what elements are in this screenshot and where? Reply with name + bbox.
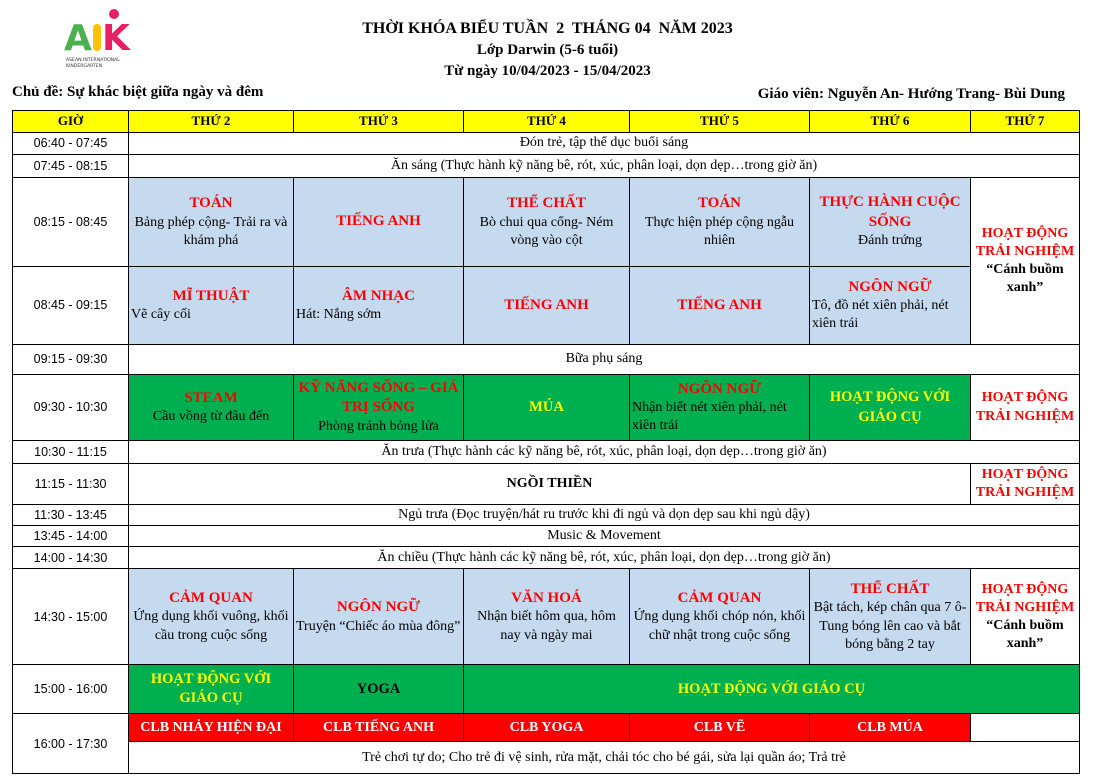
lesson-text: Bật tách, kép chân qua 7 ô- Tung bóng lên cao và bắt bóng bằng 2 tay bbox=[813, 600, 967, 652]
lesson-cell-mon bbox=[129, 569, 294, 665]
col-header-mon: THỨ 2 bbox=[129, 111, 294, 133]
activity-cell-tue bbox=[294, 665, 464, 714]
lesson-cell-fri bbox=[810, 267, 971, 345]
club-cell-sat bbox=[971, 714, 1080, 742]
time-cell: 07:45 - 08:15 bbox=[13, 155, 129, 178]
lesson-cell-sat bbox=[971, 375, 1080, 441]
lesson-title: NGÔN NGỮ bbox=[336, 599, 421, 616]
lesson-title: MÚA bbox=[529, 398, 564, 415]
lesson-cell-thu bbox=[630, 178, 810, 267]
lesson-title: TIẾNG ANH bbox=[336, 213, 421, 230]
lesson-title: TOÁN bbox=[697, 195, 742, 212]
lesson-cell-mon bbox=[129, 375, 294, 441]
time-cell: 15:00 - 16:00 bbox=[13, 665, 129, 714]
activity-cell: Trẻ chơi tự do; Cho trẻ đi vệ sinh, rửa mặt, chải tóc cho bé gái, sửa lại quần áo; Trả trẻ bbox=[129, 742, 1080, 774]
lesson-title: TIẾNG ANH bbox=[677, 296, 762, 313]
col-header-time: GIỜ bbox=[13, 111, 129, 133]
lesson-title: HOẠT ĐỘNG TRẢI NGHIỆM bbox=[975, 225, 1075, 259]
lesson-cell-sat bbox=[971, 464, 1080, 505]
time-cell: 09:15 - 09:30 bbox=[13, 345, 129, 375]
lesson-title: THỰC HÀNH CUỘC SỐNG bbox=[819, 194, 961, 230]
lesson-cell-tue bbox=[294, 178, 464, 267]
table-row bbox=[13, 505, 1080, 526]
table-row bbox=[13, 464, 1080, 505]
activity-cell-wed-sat bbox=[464, 665, 1080, 714]
lesson-text: Tô, đồ nét xiên phải, nét xiên trái bbox=[812, 298, 949, 332]
activity-cell: NGỒI THIỀN bbox=[129, 464, 971, 505]
activity-cell: Ngủ trưa (Đọc truyện/hát ru trước khi đi ngủ và dọn dẹp sau khi ngủ dậy) bbox=[129, 505, 1080, 526]
lesson-text: Ứng dụng khối chóp nón, khối chữ nhật trong cuộc sống bbox=[633, 609, 806, 643]
lesson-text: Phòng tránh bỏng lửa bbox=[318, 418, 439, 434]
table-row bbox=[13, 441, 1080, 464]
time-cell: 10:30 - 11:15 bbox=[13, 441, 129, 464]
activity-cell: Ăn trưa (Thực hành các kỹ năng bê, rót, xúc, phân loại, dọn dẹp…trong giờ ăn) bbox=[129, 441, 1080, 464]
lesson-cell-tue bbox=[294, 569, 464, 665]
activity-cell-mon bbox=[129, 665, 294, 714]
lesson-cell-tue bbox=[294, 375, 464, 441]
lesson-cell-fri bbox=[810, 569, 971, 665]
lesson-text: Hát: Nắng sớm bbox=[296, 307, 382, 323]
lesson-cell-thu bbox=[630, 569, 810, 665]
lesson-cell-mon bbox=[129, 267, 294, 345]
lesson-text: Bảng phép cộng- Trải ra và khám phá bbox=[134, 214, 288, 248]
activity-title: HOẠT ĐỘNG VỚI GIÁO CỤ bbox=[677, 680, 866, 697]
lesson-cell-wed bbox=[464, 267, 630, 345]
lesson-cell-sat bbox=[971, 569, 1080, 665]
col-header-wed: THỨ 4 bbox=[464, 111, 630, 133]
lesson-cell-wed bbox=[464, 178, 630, 267]
activity-cell: Bữa phụ sáng bbox=[129, 345, 1080, 375]
lesson-title: MĨ THUẬT bbox=[172, 287, 250, 304]
table-row bbox=[13, 526, 1080, 547]
lesson-title: HOẠT ĐỘNG TRẢI NGHIỆM bbox=[975, 390, 1075, 424]
teachers-label: Giáo viên: Nguyễn An- Hướng Trang- Bùi Dung bbox=[757, 86, 1065, 102]
logo-letter-k: K bbox=[102, 18, 130, 59]
table-row bbox=[13, 547, 1080, 569]
time-cell: 11:15 - 11:30 bbox=[13, 464, 129, 505]
lesson-cell-fri bbox=[810, 178, 971, 267]
time-cell: 06:40 - 07:45 bbox=[13, 133, 129, 155]
lesson-text: “Cánh buồm xanh” bbox=[986, 617, 1064, 652]
lesson-title: THỂ CHẤT bbox=[507, 195, 586, 212]
time-cell: 08:45 - 09:15 bbox=[13, 267, 129, 345]
lesson-title: TOÁN bbox=[189, 195, 233, 212]
lesson-text: Thực hiện phép cộng ngẫu nhiên bbox=[644, 214, 795, 248]
table-row bbox=[13, 665, 1080, 714]
activity-title: HOẠT ĐỘNG VỚI GIÁO CỤ bbox=[150, 671, 272, 707]
table-row bbox=[13, 742, 1080, 774]
lesson-title: HOẠT ĐỘNG TRẢI NGHIỆM bbox=[975, 581, 1075, 615]
table-row bbox=[13, 569, 1080, 665]
lesson-title: HOẠT ĐỘNG VỚI GIÁO CỤ bbox=[829, 389, 951, 425]
activity-cell: Ăn chiều (Thực hành các kỹ năng bê, rót, xúc, phân loại, dọn dẹp…trong giờ ăn) bbox=[129, 547, 1080, 569]
activity-cell: Music & Movement bbox=[129, 526, 1080, 547]
table-row bbox=[13, 267, 1080, 345]
logo-letter-a: A bbox=[64, 18, 92, 59]
club-cell-tue: CLB TIẾNG ANH bbox=[294, 714, 464, 742]
svg-text:ASEAN INTERNATIONAL: ASEAN INTERNATIONAL bbox=[66, 58, 120, 63]
timetable bbox=[12, 110, 1080, 774]
table-row bbox=[13, 178, 1080, 267]
time-cell: 09:30 - 10:30 bbox=[13, 375, 129, 441]
lesson-cell-mon bbox=[129, 178, 294, 267]
table-row bbox=[13, 714, 1080, 742]
table-row bbox=[13, 375, 1080, 441]
lesson-title: THỂ CHẤT bbox=[850, 580, 930, 597]
lesson-cell-fri bbox=[810, 375, 971, 441]
lesson-cell-wed bbox=[464, 569, 630, 665]
lesson-text: Vẽ cây cối bbox=[131, 307, 191, 323]
lesson-cell-sat bbox=[971, 178, 1080, 345]
school-logo bbox=[58, 8, 158, 68]
club-cell-fri: CLB MÚA bbox=[810, 714, 971, 742]
schedule-title: THỜI KHÓA BIỂU TUẦN 2 THÁNG 04 NĂM 2023 bbox=[362, 20, 733, 37]
lesson-cell-tue bbox=[294, 267, 464, 345]
table-row bbox=[13, 345, 1080, 375]
lesson-text: Truyện “Chiếc áo mùa đông” bbox=[296, 618, 461, 634]
club-cell-mon: CLB NHẢY HIỆN ĐẠI bbox=[129, 714, 294, 742]
club-cell-wed: CLB YOGA bbox=[464, 714, 630, 742]
col-header-sat: THỨ 7 bbox=[971, 111, 1080, 133]
activity-title: YOGA bbox=[356, 680, 401, 697]
class-name: Lớp Darwin (5-6 tuổi) bbox=[476, 42, 619, 58]
club-cell-thu: CLB VẼ bbox=[630, 714, 810, 742]
lesson-text: Nhận biết hôm qua, hôm nay và ngày mai bbox=[477, 609, 616, 643]
date-range: Từ ngày 10/04/2023 - 15/04/2023 bbox=[444, 63, 651, 79]
topic-label: Chủ đề: Sự khác biệt giữa ngày và đêm bbox=[12, 84, 264, 100]
lesson-title: HOẠT ĐỘNG TRẢI NGHIỆM bbox=[975, 466, 1075, 500]
table-row bbox=[13, 155, 1080, 178]
lesson-text: Ứng dụng khối vuông, khối cầu trong cuộc sống bbox=[133, 609, 289, 643]
lesson-title: STEAM bbox=[184, 389, 238, 406]
lesson-title: NGÔN NGỮ bbox=[848, 278, 932, 295]
lesson-cell-thu bbox=[630, 267, 810, 345]
lesson-title: CẢM QUAN bbox=[169, 589, 253, 606]
lesson-text: Bò chui qua cổng- Ném vòng vào cột bbox=[479, 214, 614, 248]
time-cell: 14:30 - 15:00 bbox=[13, 569, 129, 665]
time-cell: 11:30 - 13:45 bbox=[13, 505, 129, 526]
lesson-title: ÂM NHẠC bbox=[342, 287, 415, 304]
col-header-thu: THỨ 5 bbox=[630, 111, 810, 133]
lesson-title: KỸ NĂNG SỐNG – GIÁ TRỊ SỐNG bbox=[298, 379, 459, 416]
lesson-text: Cầu vồng từ đâu đến bbox=[152, 409, 270, 425]
col-header-fri: THỨ 6 bbox=[810, 111, 971, 133]
lesson-title: VĂN HOÁ bbox=[511, 589, 582, 606]
header-row bbox=[13, 111, 1080, 133]
lesson-title: TIẾNG ANH bbox=[504, 296, 589, 313]
svg-text:KINDERGARTEN: KINDERGARTEN bbox=[66, 64, 103, 68]
lesson-text: Nhận biết nét xiên phải, nét xiên trái bbox=[632, 400, 787, 434]
time-cell: 13:45 - 14:00 bbox=[13, 526, 129, 547]
time-cell: 16:00 - 17:30 bbox=[13, 714, 129, 774]
lesson-title: NGÔN NGỮ bbox=[677, 380, 762, 397]
table-row bbox=[13, 133, 1080, 155]
activity-cell: Đón trẻ, tập thể dục buổi sáng bbox=[129, 133, 1080, 155]
time-cell: 14:00 - 14:30 bbox=[13, 547, 129, 569]
col-header-tue: THỨ 3 bbox=[294, 111, 464, 133]
lesson-title: CẢM QUAN bbox=[677, 589, 762, 606]
lesson-text: Đánh trứng bbox=[858, 233, 922, 249]
lesson-cell-thu bbox=[630, 375, 810, 441]
lesson-cell-wed bbox=[464, 375, 630, 441]
time-cell: 08:15 - 08:45 bbox=[13, 178, 129, 267]
activity-cell: Ăn sáng (Thực hành kỹ năng bê, rót, xúc, phân loại, dọn dẹp…trong giờ ăn) bbox=[129, 155, 1080, 178]
lesson-text: “Cánh buồm xanh” bbox=[986, 262, 1064, 296]
